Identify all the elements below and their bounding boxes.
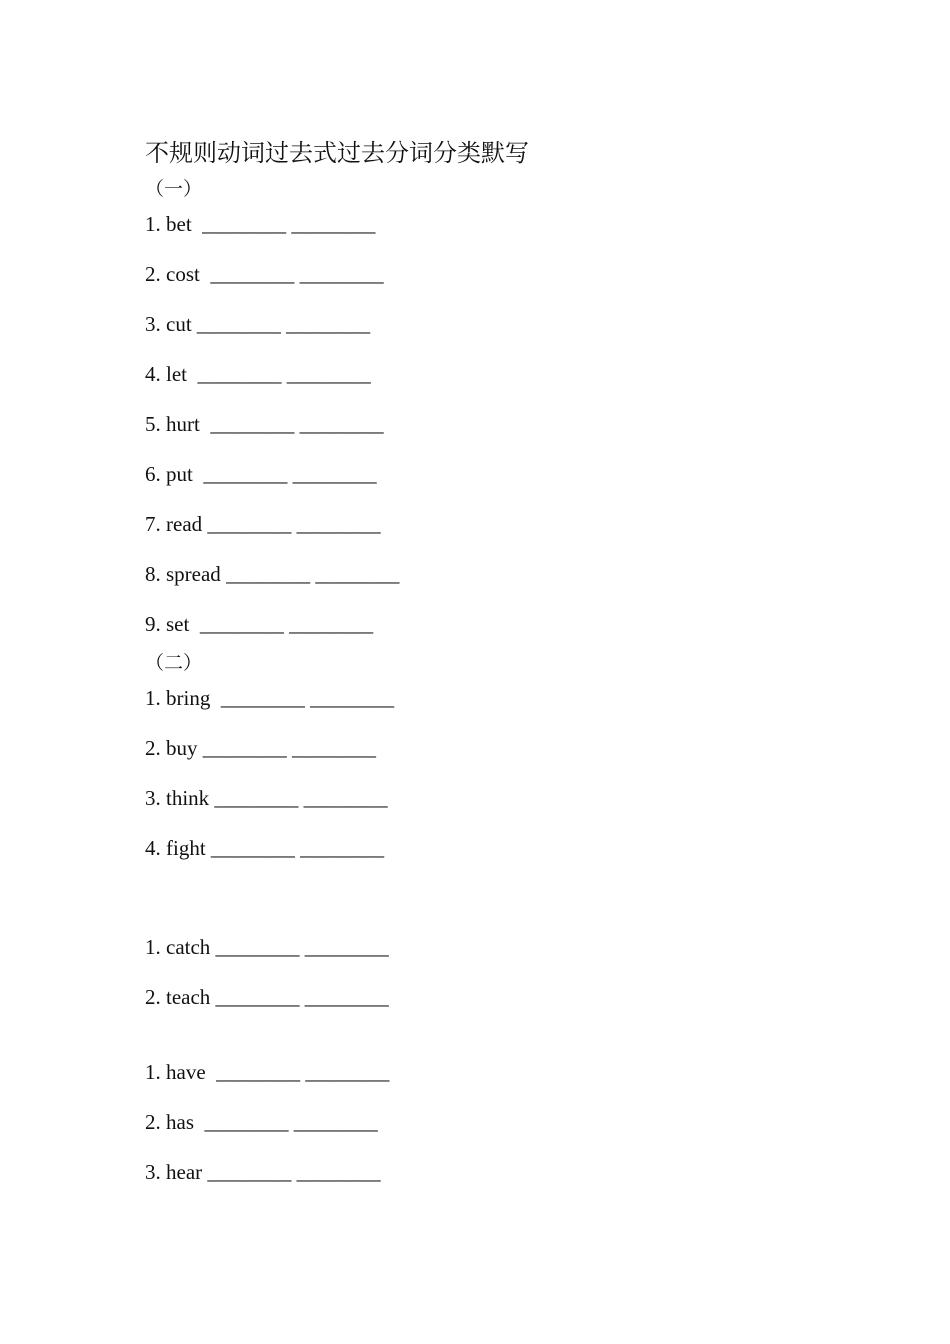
item-word: catch	[166, 935, 211, 959]
exercise-item	[145, 984, 389, 1010]
answer-blanks[interactable]: ________ ________	[216, 1060, 390, 1084]
item-word: buy	[166, 736, 198, 760]
section-label-1: （一）	[145, 178, 203, 200]
item-number: 8.	[145, 562, 161, 586]
answer-blanks[interactable]: ________ ________	[203, 462, 377, 486]
item-number: 1.	[145, 935, 161, 959]
item-word: spread	[166, 562, 221, 586]
exercise-item	[145, 785, 388, 811]
answer-blanks[interactable]: ________ ________	[199, 612, 374, 636]
answer-blanks[interactable]: ________ ________	[207, 512, 381, 536]
answer-blanks[interactable]: ________ ________	[220, 686, 395, 710]
item-number: 2.	[145, 262, 161, 286]
item-word: cost	[166, 262, 200, 286]
exercise-item	[145, 511, 381, 537]
item-word: hurt	[166, 412, 200, 436]
item-word: bring	[166, 686, 211, 710]
answer-blanks[interactable]: ________ ________	[210, 262, 384, 286]
item-gap	[192, 212, 203, 236]
item-gap	[194, 1110, 205, 1134]
item-word: fight	[166, 836, 206, 860]
exercise-item	[145, 685, 394, 711]
exercise-item	[145, 311, 370, 337]
answer-blanks[interactable]: ________ ________	[210, 412, 384, 436]
answer-blanks[interactable]: ________ ________	[226, 562, 400, 586]
answer-blanks[interactable]: ________ ________	[215, 935, 389, 959]
item-word: cut	[166, 312, 192, 336]
answer-blanks[interactable]: ________ ________	[196, 312, 371, 336]
exercise-item	[145, 1059, 389, 1085]
item-number: 2.	[145, 1110, 161, 1134]
item-gap	[193, 462, 204, 486]
item-number: 9.	[145, 612, 161, 636]
item-word: let	[166, 362, 187, 386]
item-gap	[206, 1060, 217, 1084]
worksheet-title: 不规则动词过去式过去分词分类默写	[145, 139, 529, 167]
item-number: 2.	[145, 736, 161, 760]
section-label-2: （二）	[145, 652, 203, 674]
item-number: 1.	[145, 686, 161, 710]
item-gap	[210, 686, 221, 710]
item-number: 7.	[145, 512, 161, 536]
item-gap	[189, 612, 200, 636]
exercise-item	[145, 1159, 381, 1185]
item-word: think	[166, 786, 210, 810]
item-number: 3.	[145, 1160, 161, 1184]
item-number: 2.	[145, 985, 161, 1009]
answer-blanks[interactable]: ________ ________	[204, 1110, 378, 1134]
exercise-item	[145, 835, 384, 861]
item-number: 6.	[145, 462, 161, 486]
item-word: teach	[166, 985, 211, 1009]
exercise-item	[145, 735, 376, 761]
item-number: 4.	[145, 362, 161, 386]
item-number: 5.	[145, 412, 161, 436]
item-word: read	[166, 512, 203, 536]
item-number: 1.	[145, 1060, 161, 1084]
item-word: set	[166, 612, 190, 636]
item-gap	[200, 262, 211, 286]
item-gap	[187, 362, 198, 386]
answer-blanks[interactable]: ________ ________	[214, 786, 388, 810]
answer-blanks[interactable]: ________ ________	[210, 836, 385, 860]
answer-blanks[interactable]: ________ ________	[202, 212, 376, 236]
item-number: 4.	[145, 836, 161, 860]
exercise-item	[145, 561, 399, 587]
item-word: has	[166, 1110, 194, 1134]
answer-blanks[interactable]: ________ ________	[215, 985, 389, 1009]
answer-blanks[interactable]: ________ ________	[207, 1160, 381, 1184]
answer-blanks[interactable]: ________ ________	[202, 736, 376, 760]
exercise-item	[145, 461, 377, 487]
exercise-item	[145, 361, 371, 387]
exercise-item	[145, 934, 389, 960]
item-word: bet	[166, 212, 192, 236]
item-word: have	[166, 1060, 206, 1084]
item-gap	[200, 412, 211, 436]
exercise-item	[145, 411, 384, 437]
exercise-item	[145, 1109, 378, 1135]
exercise-item	[145, 211, 375, 237]
item-word: put	[166, 462, 193, 486]
exercise-item	[145, 611, 373, 637]
item-number: 3.	[145, 312, 161, 336]
item-number: 1.	[145, 212, 161, 236]
item-word: hear	[166, 1160, 203, 1184]
answer-blanks[interactable]: ________ ________	[197, 362, 371, 386]
exercise-item	[145, 261, 384, 287]
item-number: 3.	[145, 786, 161, 810]
